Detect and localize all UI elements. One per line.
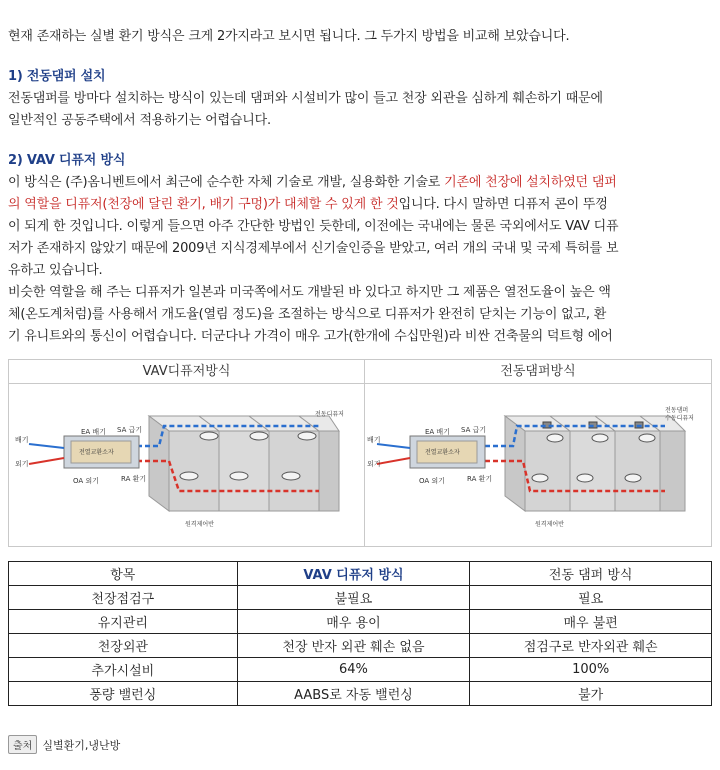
table-header-row <box>9 562 712 586</box>
table-row <box>9 634 712 658</box>
table-cell: 매우 불편 <box>470 610 712 634</box>
header-damper: 전동 댐퍼 방식 <box>470 562 712 586</box>
ra-label: RA 환기 <box>121 475 147 483</box>
motorized-damper-title: 전동댐퍼방식 <box>365 360 711 384</box>
source-badge: 출처 <box>8 735 37 754</box>
unit-label: 전열교환소자 <box>79 449 114 456</box>
intro-text: 현재 존재하는 실별 환기 방식은 크게 2가지라고 보시면 됩니다. 그 두가지 방법을 비교해 보았습니다. <box>8 29 570 44</box>
section2-line: 체(온도계처럼)를 사용해서 개도율(열림 정도)을 조절하는 방식으로 디퓨저가 완전히 닫치는 기능이 없고, 환 <box>8 307 607 322</box>
room-blocks <box>149 416 339 511</box>
section2-line: 기 유니트와의 통신이 어렵습니다. 더군다나 가격이 매우 고가(한개에 수십만원)라 비싼 건축물의 덕트형 에어 <box>8 329 613 344</box>
section2-heading: 2) VAV 디퓨저 방식 <box>8 153 126 168</box>
section2-text: 이 방식은 (주)옴니벤트에서 최근에 순수한 자체 기술로 개발, 실용화한 기술로 <box>8 175 445 190</box>
exhaust-label: 배기 <box>15 436 29 444</box>
outdoor-label: 외기 <box>15 460 29 468</box>
damper-label: 전동댐퍼 <box>665 407 689 414</box>
outdoor-label: 외기 <box>367 460 381 468</box>
section1-line: 전동댐퍼를 방마다 설치하는 방식이 있는데 댐퍼와 시설비가 많이 들고 천장 외관을 심하게 훼손하기 때문에 <box>8 91 603 106</box>
oa-label: OA 외기 <box>73 477 99 485</box>
section1-heading: 1) 전동댐퍼 설치 <box>8 69 106 84</box>
section1-line: 일반적인 공동주택에서 적용하기는 어렵습니다. <box>8 113 271 128</box>
section2-line: 유하고 있습니다. <box>8 263 103 278</box>
section2-line: 저가 존재하지 않았기 때문에 2009년 지식경제부에서 신기술인증을 받았고, 여러 개의 국내 및 국제 특허를 보 <box>8 241 619 256</box>
room-blocks <box>505 416 685 511</box>
section2-text: 입니다. 다시 말하면 디퓨저 콘이 뚜껑 <box>398 197 608 212</box>
diffuser-label: 전동디퓨저 <box>315 411 344 418</box>
table-cell: 불가 <box>470 682 712 706</box>
table-cell: 풍량 밸런싱 <box>9 682 238 706</box>
table-cell: 매우 용이 <box>237 610 470 634</box>
table-cell: 천장외관 <box>9 634 238 658</box>
ra-label: RA 환기 <box>467 475 493 483</box>
ea-label: EA 배기 <box>425 428 450 436</box>
vav-diffuser-title: VAV디퓨저방식 <box>9 360 364 384</box>
table-cell: 100% <box>470 658 712 682</box>
comparison-table <box>8 561 712 706</box>
table-row <box>9 682 712 706</box>
remote-label: 원격제어반 <box>535 521 564 528</box>
motorized-damper-panel <box>365 360 711 546</box>
table-cell: 점검구로 반자외관 훼손 <box>470 634 712 658</box>
source-line <box>8 735 120 754</box>
vav-diffuser-panel <box>9 360 365 546</box>
highlight-text: 기존에 천장에 설치하였던 댐퍼 <box>444 175 617 190</box>
header-vav: VAV 디퓨저 방식 <box>237 562 470 586</box>
section2-line: 비슷한 역할을 해 주는 디퓨저가 일본과 미국쪽에서도 개발된 바 있다고 하지만 그 제품은 열전도율이 높은 액 <box>8 285 611 300</box>
diffuser-label: 수동디퓨저 <box>665 415 694 422</box>
remote-label: 원격제어반 <box>185 521 214 528</box>
table-row <box>9 610 712 634</box>
table-cell: 필요 <box>470 586 712 610</box>
table-cell: 64% <box>237 658 470 682</box>
table-cell: 추가시설비 <box>9 658 238 682</box>
table-cell: 유지관리 <box>9 610 238 634</box>
table-cell: AABS로 자동 밸런싱 <box>237 682 470 706</box>
table-row <box>9 586 712 610</box>
ventilation-figure <box>8 359 712 547</box>
header-item: 항목 <box>9 562 238 586</box>
vav-diffuser-diagram <box>9 386 365 546</box>
unit-label: 전열교환소자 <box>425 449 460 456</box>
ea-label: EA 배기 <box>81 428 106 436</box>
table-row <box>9 658 712 682</box>
source-link[interactable]: 실별환기,냉난방 <box>42 738 121 752</box>
section2-line: 이 되게 한 것입니다. 이렇게 들으면 아주 간단한 방법인 듯한데, 이전에는 국내에는 물론 국외에서도 VAV 디퓨 <box>8 219 619 234</box>
table-cell: 불필요 <box>237 586 470 610</box>
sa-label: SA 급기 <box>117 426 143 434</box>
oa-label: OA 외기 <box>419 477 445 485</box>
section2-line <box>8 172 712 194</box>
motorized-damper-diagram <box>365 386 711 546</box>
table-cell: 천장 반자 외관 훼손 없음 <box>237 634 470 658</box>
section2-line <box>8 194 712 216</box>
exhaust-label: 배기 <box>367 436 381 444</box>
table-cell: 천장점검구 <box>9 586 238 610</box>
sa-label: SA 급기 <box>461 426 487 434</box>
highlight-text: 의 역할을 디퓨저(천장에 달린 환기, 배기 구멍)가 대체할 수 있게 한 것 <box>8 197 399 212</box>
